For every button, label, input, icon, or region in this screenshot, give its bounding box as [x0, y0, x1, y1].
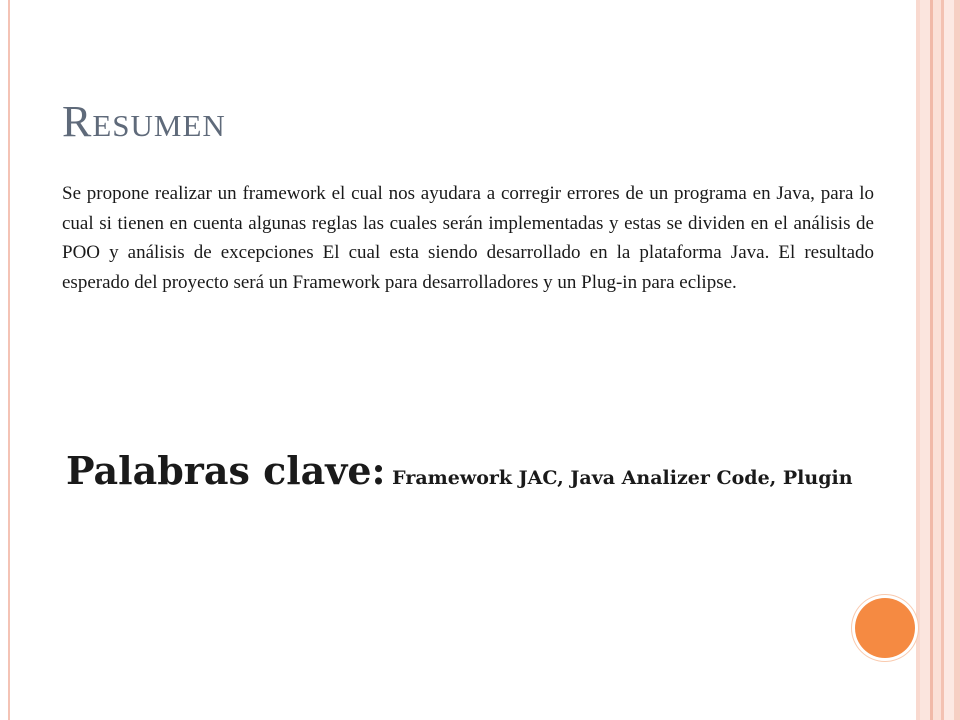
right-decorative-stripe: [944, 0, 954, 720]
keywords-label: Palabras clave:: [66, 448, 386, 493]
orange-circle-decoration: [855, 598, 915, 658]
keywords-line: [66, 440, 896, 511]
left-frame-line: [8, 0, 10, 720]
right-decorative-stripe: [933, 0, 941, 720]
right-decorative-stripe: [920, 0, 930, 720]
keywords-list: Framework JAC, Java Analizer Code, Plugin: [385, 467, 853, 489]
summary-paragraph: Se propone realizar un framework el cual nos ayudara a corregir errores de un programa en Java, para lo cual si tienen en cuenta algunas reglas las cuales serán implementadas y estas se dividen en el análisis de POO y análisis de excepciones El cual esta siendo desarrollado en la plataforma Java. El resultado esperado del proyecto será un Framework para desarrolladores y un Plug-in para eclipse.: [62, 183, 874, 293]
slide-title: Resumen: [62, 97, 226, 146]
right-decorative-stripe: [954, 0, 960, 720]
